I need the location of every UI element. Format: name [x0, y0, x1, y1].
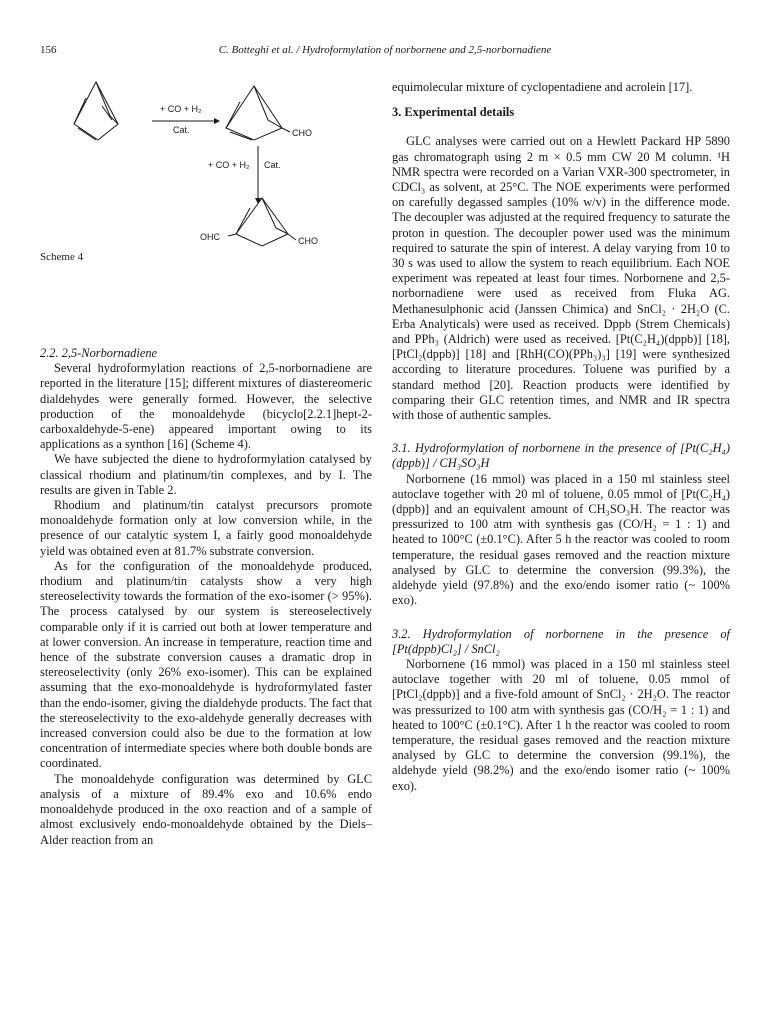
section-heading-3: 3. Experimental details: [392, 105, 515, 120]
reagent-top-label: + CO + H₂: [160, 104, 202, 114]
paragraph: equimolecular mixture of cyclopentadiene and acrolein [17].: [392, 80, 693, 94]
subsection-heading-3-1: 3.1. Hydroformylation of norbornene in the presence of [Pt(C₂H₄)(dppb)] / CH₃SO₃H: [392, 441, 730, 471]
paragraph: We have subjected the diene to hydroformylation catalysed by classical rhodium and platinum/tin complexes, and by I. The results are given in Table 2.: [40, 452, 372, 497]
arrow-right: [152, 118, 220, 124]
cho-label-2: CHO: [298, 236, 318, 246]
left-column: [40, 80, 372, 848]
paragraph: GLC analyses were carried out on a Hewlett Packard HP 5890 gas chromatograph using 2 m × 0.5 mm CW 20 M column. ¹H NMR spectra were recorded on a Varian VXR-300 spectrometer, in CDCl₃ as solvent, at 25°C. The NOE experiments were performed on carefully degassed samples (10% w/v) in the difference mode. The decoupler was adjusted at the required frequency to saturate the proton in question. The decoupler power used was the minimum required to saturate the spin of interest. A delay varying from 10 to 30 s was used to allow the system to reach equilibrium. Each NOE experiment was repeated at least four times. Norbornene and 2,5-norbornadiene were used as received from Fluka AG. Methanesulphonic acid (Janssen Chimica) and SnCl₂ · 2H₂O (C. Erba Analyticals) were used as received. Dppb (Strem Chemicals) and PPh₃ (Aldrich) were used as received. [Pt(C₂H₄)(dppb)] [18], [PtCl₂(dppb)] [18] and [RhH(CO)(PPh₃)₃] [19] were synthesized according to literature procedures. Toluene was purified by a standard method [20]. Reaction products were identified by comparing their GLC retention times, and NMR and IR spectra with those of authentic samples.: [392, 134, 730, 423]
paragraph: As for the configuration of the monoaldehyde produced, rhodium and platinum/tin catalysts show a very high stereoselectivity towards the formation of the exo-isomer (> 95%). The process catalysed by our system is stereoselectively comparable only if it is carried out both at lower temperature and at lower conversion. An increase in temperature, reaction time and hence of the substrate conversion causes a dramatic drop in stereoselectivity (only 26% exo-isomer). This can be explained assuming that the exo-monoaldehyde is hydroformylated faster than the endo-isomer, giving the dialdehyde products. The fact that the stereoselectivity to the exo-aldehyde generally decreases with increased conversion could also be due to the formation at low concentration of intermediate species where both double bonds are coordinated.: [40, 558, 373, 771]
scheme-caption: Scheme 4: [40, 251, 84, 263]
catalyst-top-label: Cat.: [173, 125, 190, 135]
paragraph: Norbornene (16 mmol) was placed in a 150 ml stainless steel autoclave together with 20 ml of toluene, 0.05 mmol of [PtCl₂(dppb)] and a five-fold amount of SnCl₂ · 2H₂O. The reactor was pressurized to 100 atm with synthesis gas (CO/H₂ = 1 : 1) and heated to 100°C (±0.1°C). After 1 h the reactor was cooled to room temperature, the residual gases removed and the reaction mixture analysed by GLC to determine the conversion (99.1%), the aldehyde yield (98.2%) and the exo/endo isomer ratio (~ 100% exo).: [392, 656, 730, 793]
ohc-label: OHC: [200, 232, 220, 242]
reaction-scheme: [40, 80, 372, 342]
paragraph: Norbornene (16 mmol) was placed in a 150 ml stainless steel autoclave together with 20 ml of toluene, 0.05 mmol of [Pt(C₂H₄)(dppb)] and an equivalent amount of CH₃SO₃H. The reactor was pressurized to 100 atm with synthesis gas (CO/H₂ = 1 : 1) and heated to 100°C (±0.1°C). After 5 h the reactor was cooled to room temperature, the residual gases removed and the reaction mixture analysed by GLC to determine the conversion (99.3%), the aldehyde yield (97.8%) and the exo/endo isomer ratio (~ 100% exo).: [392, 471, 730, 608]
page-number: 156: [40, 44, 57, 56]
cho-label-1: CHO: [292, 128, 312, 138]
paragraph: Several hydroformylation reactions of 2,5-norbornadiene are reported in the literature [15]; different mixtures of diastereomeric dialdehydes were generally formed. However, the selective production of the monoaldehyde (bicyclo[2.2.1]hept-2-carboxaldehyde-5-ene) appeared important owing to its applications as a synthon [16] (Scheme 4).: [40, 361, 372, 452]
page-header: [40, 44, 730, 60]
paragraph: The monoaldehyde configuration was determined by GLC analysis of a mixture of 89.4% exo and 10.6% endo monoaldehyde produced in the oxo reaction and of a sample of almost exclusively endo-monoaldehyde obtained by the Diels–Alder reaction from an: [40, 771, 372, 847]
reagent-down-label: + CO + H₂: [208, 160, 250, 170]
right-column: [392, 80, 730, 794]
subsection-heading-3-2: 3.2. Hydroformylation of norbornene in the presence of [Pt(dppb)Cl₂] / SnCl₂: [392, 626, 730, 656]
scheme-4-diagram: [40, 80, 372, 342]
norbornadiene-structure: [74, 82, 118, 140]
catalyst-down-label: Cat.: [264, 160, 281, 170]
arrow-down: [255, 146, 261, 204]
monoaldehyde-structure: [226, 86, 290, 140]
running-title: C. Botteghi et al. / Hydroformylation of norbornene and 2,5-norbornadiene: [218, 44, 552, 56]
paragraph: Rhodium and platinum/tin catalyst precursors promote monoaldehyde formation only at low conversion while, in the presence of our catalytic system I, a fairly good monoaldehyde yield was obtained even at 81.7% substrate conversion.: [40, 498, 372, 558]
dialdehyde-structure: [228, 198, 296, 246]
section-heading-2-2: 2.2. 2,5-Norbornadiene: [40, 346, 158, 360]
